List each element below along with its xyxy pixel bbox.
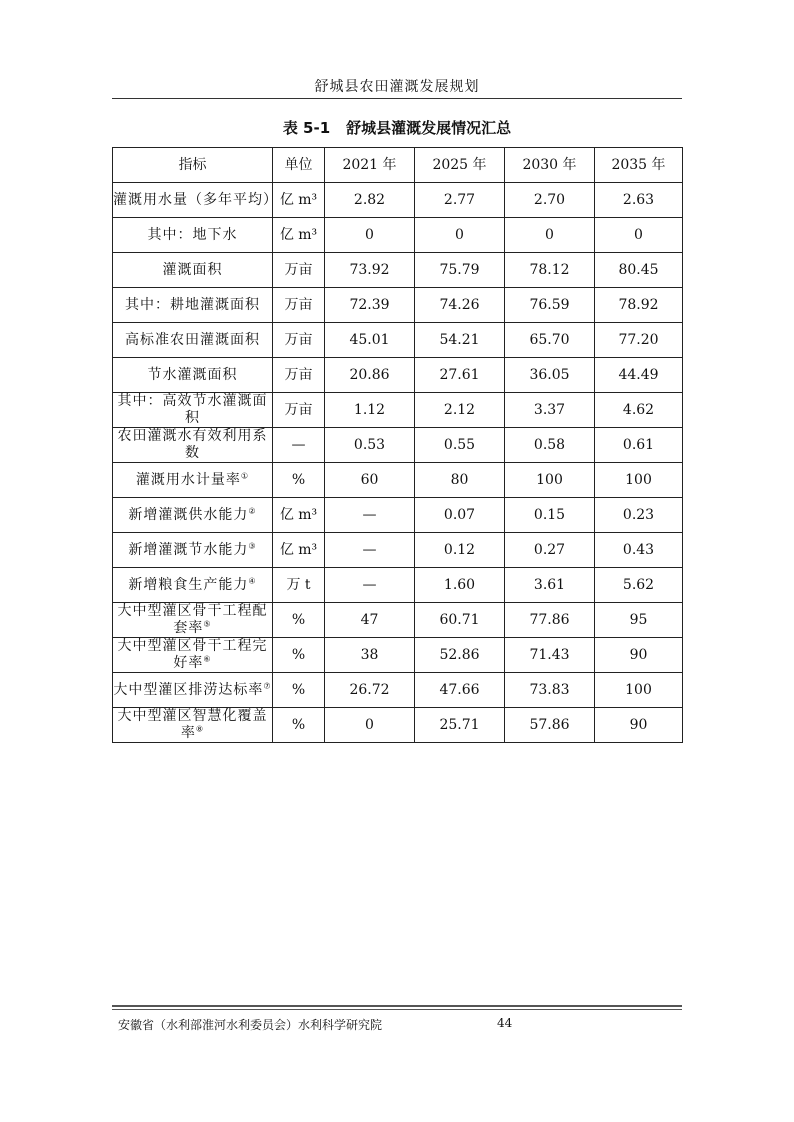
indicator-cell <box>113 393 273 428</box>
column-header: 指标 <box>113 148 273 183</box>
value-cell: 2.63 <box>595 183 683 218</box>
value-cell: 47.66 <box>415 673 505 708</box>
footnote-marker: ⑧ <box>195 724 205 734</box>
value-cell: 0.23 <box>595 498 683 533</box>
column-header: 2035 年 <box>595 148 683 183</box>
value-cell: 0 <box>325 708 415 743</box>
value-cell: 38 <box>325 638 415 673</box>
footer-divider-thick <box>112 1005 682 1007</box>
value-cell: 3.61 <box>505 568 595 603</box>
table-row <box>113 603 683 638</box>
value-cell: 78.12 <box>505 253 595 288</box>
table-row <box>113 183 683 218</box>
table-row <box>113 638 683 673</box>
value-cell: 95 <box>595 603 683 638</box>
value-cell: 0 <box>505 218 595 253</box>
indicator-label: 其中：地下水 <box>147 226 238 243</box>
indicator-cell <box>113 498 273 533</box>
value-cell: 0 <box>325 218 415 253</box>
value-cell: 77.20 <box>595 323 683 358</box>
indicator-cell <box>113 428 273 463</box>
column-header: 2025 年 <box>415 148 505 183</box>
value-cell: 72.39 <box>325 288 415 323</box>
value-cell: 80 <box>415 463 505 498</box>
indicator-label: 其中：高效节水灌溉面积 <box>117 393 268 426</box>
value-cell: 3.37 <box>505 393 595 428</box>
value-cell: 2.82 <box>325 183 415 218</box>
value-cell: 90 <box>595 708 683 743</box>
table-row <box>113 393 683 428</box>
value-cell: 0.43 <box>595 533 683 568</box>
unit-cell: % <box>273 463 325 498</box>
table-number: 表 5-1 <box>282 119 331 137</box>
table-row <box>113 708 683 743</box>
value-cell: 2.12 <box>415 393 505 428</box>
value-cell: 100 <box>595 673 683 708</box>
table-caption-text: 舒城县灌溉发展情况汇总 <box>346 119 512 137</box>
indicator-cell <box>113 288 273 323</box>
footnote-marker: ④ <box>248 575 257 585</box>
value-cell: 44.49 <box>595 358 683 393</box>
value-cell: — <box>325 568 415 603</box>
value-cell: 73.83 <box>505 673 595 708</box>
value-cell: 4.62 <box>595 393 683 428</box>
value-cell: 20.86 <box>325 358 415 393</box>
value-cell: 1.60 <box>415 568 505 603</box>
table-row <box>113 568 683 603</box>
value-cell: 75.79 <box>415 253 505 288</box>
value-cell: 71.43 <box>505 638 595 673</box>
indicator-label: 灌溉用水计量率 <box>135 471 241 488</box>
indicator-label: 大中型灌区智慧化覆盖率 <box>117 708 268 741</box>
footnote-marker: ③ <box>248 540 257 550</box>
value-cell: 0.58 <box>505 428 595 463</box>
value-cell: 2.77 <box>415 183 505 218</box>
indicator-label: 大中型灌区排涝达标率 <box>113 681 264 698</box>
unit-cell: 万亩 <box>273 288 325 323</box>
unit-cell: % <box>273 603 325 638</box>
footnote-marker: ⑤ <box>203 619 212 629</box>
unit-cell: 万亩 <box>273 358 325 393</box>
unit-cell: 亿 m³ <box>273 533 325 568</box>
value-cell: 0.53 <box>325 428 415 463</box>
unit-cell: 万亩 <box>273 393 325 428</box>
indicator-cell <box>113 603 273 638</box>
indicator-cell <box>113 358 273 393</box>
unit-cell: % <box>273 708 325 743</box>
indicator-label: 农田灌溉水有效利用系数 <box>117 428 268 461</box>
table-row <box>113 323 683 358</box>
value-cell: 73.92 <box>325 253 415 288</box>
value-cell: 78.92 <box>595 288 683 323</box>
page-number: 44 <box>497 1016 513 1030</box>
table-header-row <box>113 148 683 183</box>
value-cell: 77.86 <box>505 603 595 638</box>
value-cell: 52.86 <box>415 638 505 673</box>
value-cell: 26.72 <box>325 673 415 708</box>
value-cell: 90 <box>595 638 683 673</box>
value-cell: 0.55 <box>415 428 505 463</box>
table-row <box>113 288 683 323</box>
footer-divider-thin <box>112 1009 682 1010</box>
unit-cell: 万 t <box>273 568 325 603</box>
indicator-cell <box>113 323 273 358</box>
unit-cell: 亿 m³ <box>273 183 325 218</box>
indicator-label: 新增灌溉节水能力 <box>128 541 249 558</box>
value-cell: 65.70 <box>505 323 595 358</box>
value-cell: 0.07 <box>415 498 505 533</box>
column-header: 2021 年 <box>325 148 415 183</box>
footnote-marker: ⑦ <box>263 680 272 690</box>
indicator-cell <box>113 568 273 603</box>
table-row <box>113 533 683 568</box>
indicator-cell <box>113 253 273 288</box>
table-row <box>113 498 683 533</box>
indicator-cell <box>113 673 273 708</box>
indicator-label: 新增灌溉供水能力 <box>128 506 249 523</box>
table-row <box>113 218 683 253</box>
header-divider <box>112 98 682 99</box>
indicator-label: 大中型灌区骨干工程配套率 <box>117 603 268 636</box>
footer-organization: 安徽省（水利部淮河水利委员会）水利科学研究院 <box>118 1018 383 1032</box>
value-cell: 74.26 <box>415 288 505 323</box>
table-row <box>113 428 683 463</box>
value-cell: 2.70 <box>505 183 595 218</box>
indicator-label: 其中：耕地灌溉面积 <box>125 296 260 313</box>
unit-cell: % <box>273 638 325 673</box>
unit-cell: 亿 m³ <box>273 218 325 253</box>
value-cell: 0.61 <box>595 428 683 463</box>
unit-cell: 万亩 <box>273 253 325 288</box>
value-cell: 5.62 <box>595 568 683 603</box>
value-cell: 54.21 <box>415 323 505 358</box>
unit-cell: — <box>273 428 325 463</box>
table-row <box>113 358 683 393</box>
footnote-marker: ⑥ <box>203 654 212 664</box>
column-header: 2030 年 <box>505 148 595 183</box>
summary-table <box>112 147 683 743</box>
indicator-cell <box>113 463 273 498</box>
value-cell: 0 <box>595 218 683 253</box>
value-cell: 0.12 <box>415 533 505 568</box>
value-cell: 60.71 <box>415 603 505 638</box>
running-header-title: 舒城县农田灌溉发展规划 <box>314 79 480 95</box>
indicator-cell <box>113 638 273 673</box>
indicator-label: 大中型灌区骨干工程完好率 <box>117 638 268 671</box>
value-cell: 0.15 <box>505 498 595 533</box>
value-cell: — <box>325 533 415 568</box>
indicator-cell <box>113 183 278 218</box>
value-cell: 80.45 <box>595 253 683 288</box>
value-cell: 0.27 <box>505 533 595 568</box>
table-row <box>113 673 683 708</box>
table-caption <box>112 117 682 138</box>
unit-cell: % <box>273 673 325 708</box>
value-cell: 100 <box>595 463 683 498</box>
value-cell: 0 <box>415 218 505 253</box>
value-cell: 57.86 <box>505 708 595 743</box>
value-cell: 27.61 <box>415 358 505 393</box>
footnote-marker: ② <box>248 505 257 515</box>
indicator-label: 节水灌溉面积 <box>147 366 238 383</box>
column-header: 单位 <box>273 148 325 183</box>
value-cell: 45.01 <box>325 323 415 358</box>
indicator-label: 新增粮食生产能力 <box>128 576 249 593</box>
indicator-label: 高标准农田灌溉面积 <box>125 331 260 348</box>
value-cell: 76.59 <box>505 288 595 323</box>
value-cell: 36.05 <box>505 358 595 393</box>
unit-cell: 万亩 <box>273 323 325 358</box>
value-cell: 47 <box>325 603 415 638</box>
value-cell: 60 <box>325 463 415 498</box>
value-cell: 100 <box>505 463 595 498</box>
table-row <box>113 253 683 288</box>
value-cell: 25.71 <box>415 708 505 743</box>
indicator-label: 灌溉用水量（多年平均） <box>113 191 278 208</box>
value-cell: 1.12 <box>325 393 415 428</box>
footnote-marker: ① <box>240 470 250 480</box>
table-row <box>113 463 683 498</box>
unit-cell: 亿 m³ <box>273 498 325 533</box>
indicator-label: 灌溉面积 <box>162 261 223 278</box>
indicator-cell <box>113 218 273 253</box>
indicator-cell <box>113 708 273 743</box>
indicator-cell <box>113 533 273 568</box>
value-cell: — <box>325 498 415 533</box>
